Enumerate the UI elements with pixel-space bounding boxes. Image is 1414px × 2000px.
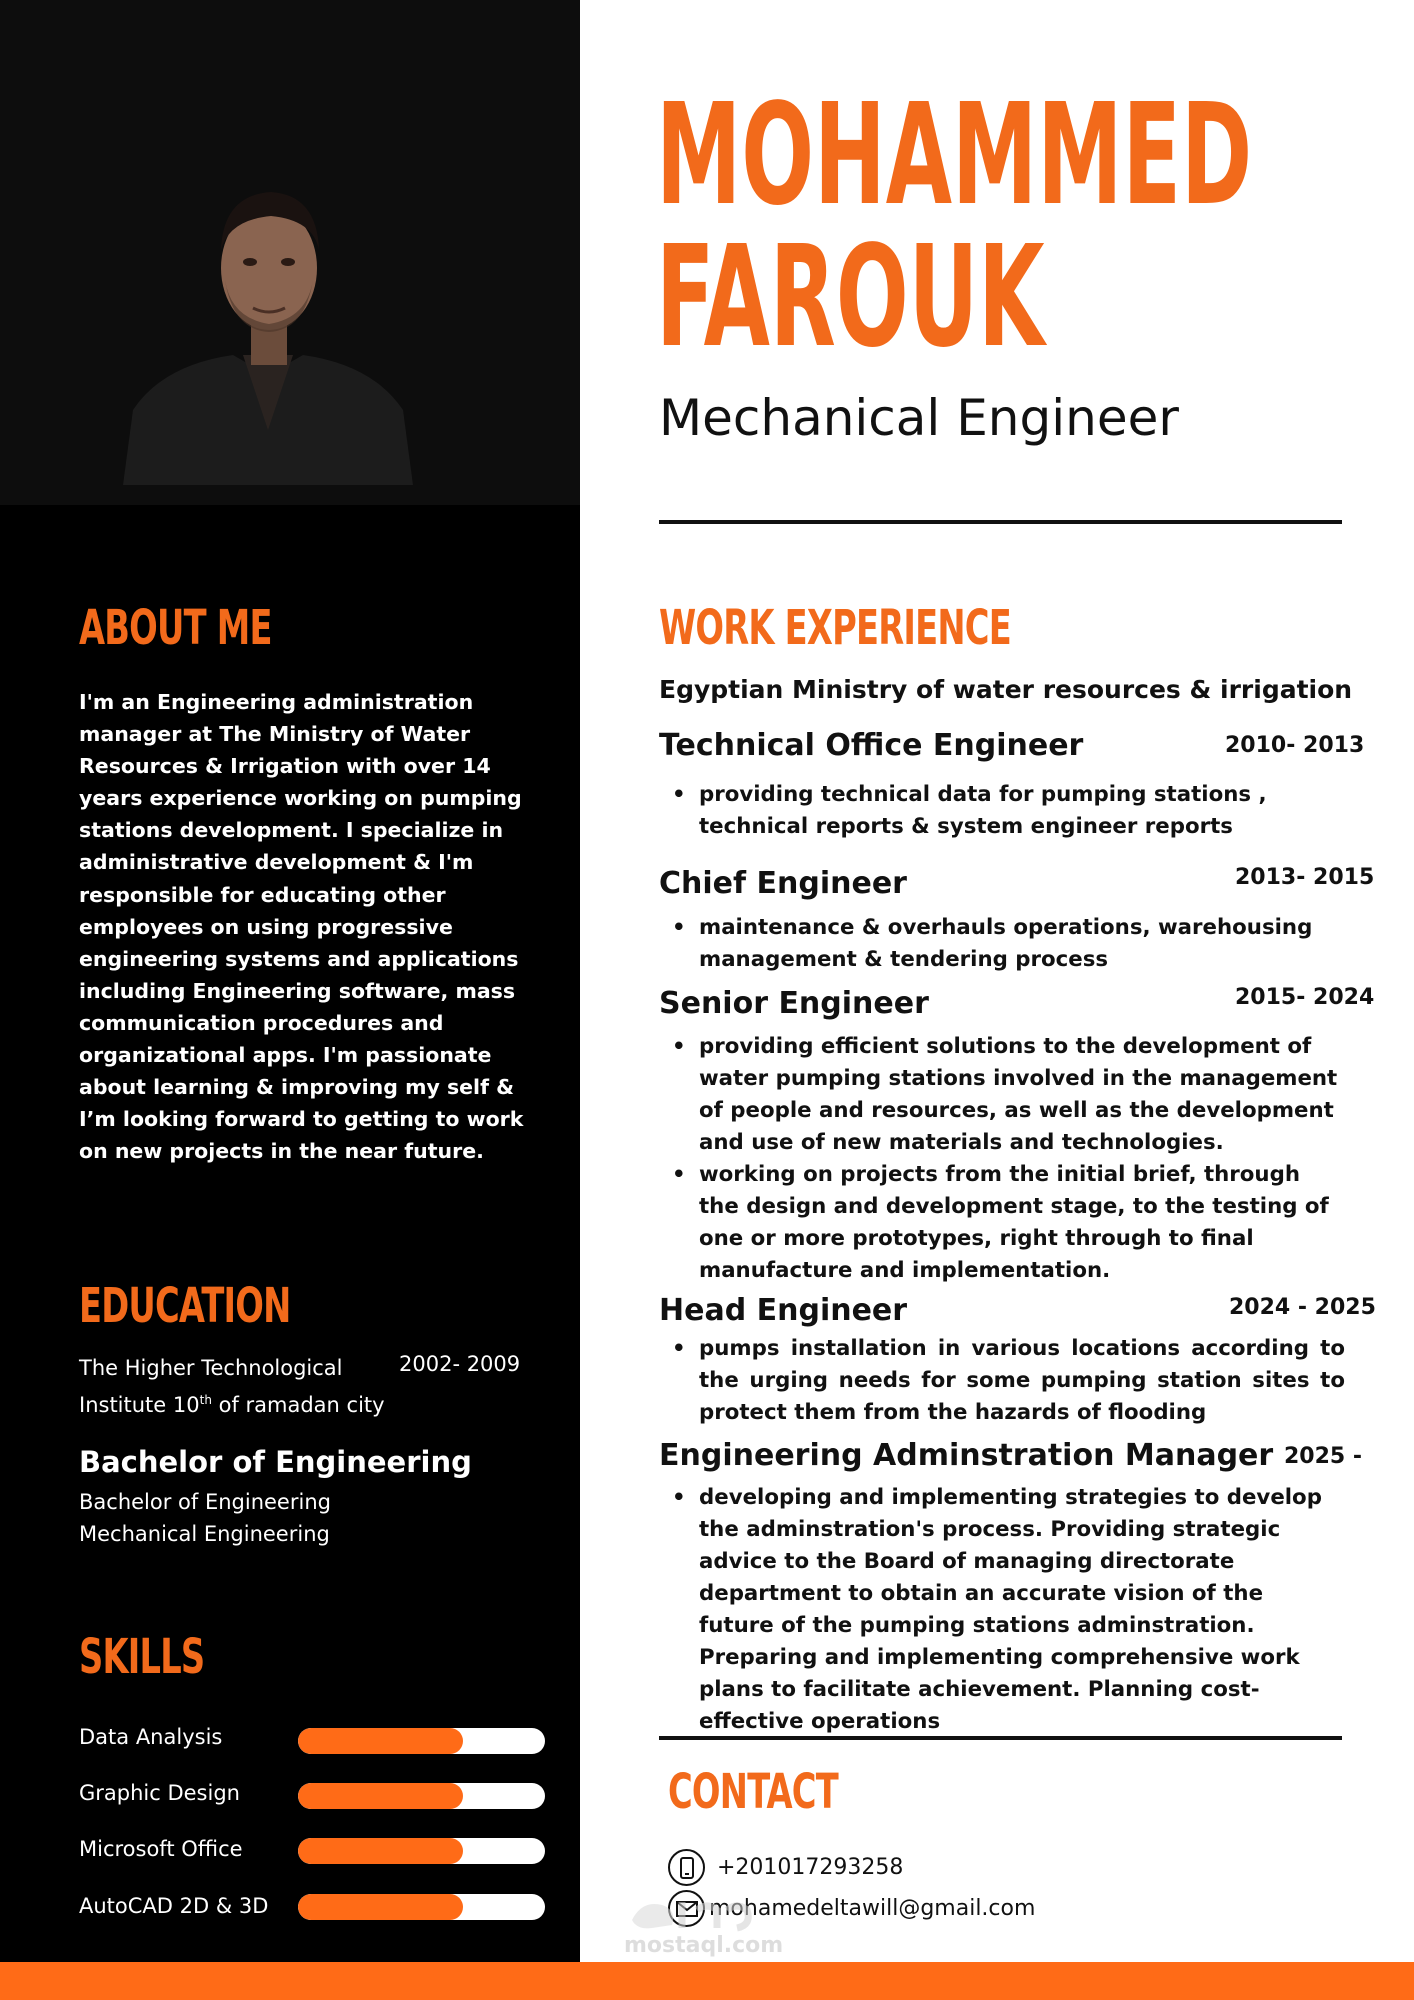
email-link[interactable]: mohamedeltawill@gmail.com — [709, 1896, 1036, 1921]
skill-fill — [298, 1894, 463, 1920]
skill-label: Data Analysis — [79, 1725, 223, 1749]
job-title: Head Engineer — [659, 1293, 908, 1328]
bottom-bar — [0, 1962, 1414, 2000]
last-name: FAROUK — [656, 216, 1045, 379]
skills-heading: SKILLS — [79, 1629, 205, 1685]
skill-fill — [298, 1728, 463, 1754]
job-dates: 2015- 2024 — [1235, 985, 1375, 1010]
about-text: I'm an Engineering administration manager at The Ministry of Water Resources & Irrigation with over 14 years experience working on pumping stations development. I specialize in administrative development & I'm responsible for educating other employees on using progressive engineering systems and applications including Engineering software, mass communication procedures and organizational apps. I'm passionate about learning & improving my self & I’m looking forward to getting to work on new projects in the near future. — [79, 690, 524, 1164]
first-name: MOHAMMED — [656, 74, 1253, 237]
skill-label: Microsoft Office — [79, 1837, 243, 1861]
contact-heading: CONTACT — [668, 1764, 838, 1820]
list-item: • providing efficient solutions to the development of water pumping stations involved in the management of people and resources, as well as the development and use of new materials and technologies. — [699, 1031, 1345, 1159]
education-years: 2002- 2009 — [399, 1352, 521, 1376]
job-title: Technical Office Engineer — [659, 728, 1084, 763]
phone-link[interactable]: +201017293258 — [717, 1855, 904, 1880]
profile-photo — [103, 140, 433, 485]
education-heading: EDUCATION — [79, 1278, 291, 1334]
job-dates: 2025 - — [1284, 1444, 1363, 1469]
job-role: Mechanical Engineer — [659, 389, 1179, 447]
job-title: Senior Engineer — [659, 986, 929, 1021]
job-bullets — [659, 1482, 1345, 1738]
about-heading: ABOUT ME — [79, 600, 272, 656]
job-bullets — [659, 1031, 1345, 1287]
job-dates: 2024 - 2025 — [1229, 1295, 1376, 1320]
degree-line-2: Mechanical Engineering — [79, 1522, 330, 1546]
sidebar — [0, 0, 580, 1962]
divider — [659, 1736, 1342, 1740]
watermark-logo — [622, 1880, 792, 1960]
list-item: • pumps installation in various locations according to the urging needs for some pumping station sites to protect them from the hazards of flooding — [699, 1333, 1345, 1429]
skill-label: AutoCAD 2D & 3D — [79, 1894, 269, 1918]
school-line-2: Institute 10th of ramadan city — [79, 1393, 385, 1417]
degree-line-1: Bachelor of Engineering — [79, 1490, 331, 1514]
job-bullets — [659, 779, 1345, 843]
work-heading: WORK EXPERIENCE — [659, 600, 1011, 656]
job-bullets — [659, 912, 1345, 976]
skill-fill — [298, 1783, 463, 1809]
list-item: • maintenance & overhauls operations, warehousing management & tendering process — [699, 912, 1345, 976]
skill-bar — [298, 1783, 545, 1809]
list-item: • developing and implementing strategies to develop the adminstration's process. Providing strategic advice to the Board of managing directorate department to obtain an accurate vision of the future of the pumping stations adminstration. Preparing and implementing comprehensive work plans to facilitate achievement. Planning cost-effective operations — [699, 1482, 1345, 1738]
job-title: Chief Engineer — [659, 866, 907, 901]
list-item: • providing technical data for pumping stations , technical reports & system engineer reports — [699, 779, 1345, 843]
education-school — [79, 1352, 399, 1421]
employer: Egyptian Ministry of water resources & irrigation — [659, 675, 1353, 704]
job-dates: 2013- 2015 — [1235, 865, 1375, 890]
svg-text:mostaql.com: mostaql.com — [624, 1933, 784, 1958]
skill-bar — [298, 1894, 545, 1920]
job-dates: 2010- 2013 — [1225, 733, 1365, 758]
education-degree: Bachelor of Engineering — [79, 1445, 472, 1479]
skill-bar — [298, 1838, 545, 1864]
school-line-1: The Higher Technological — [79, 1356, 343, 1380]
job-bullets — [659, 1333, 1345, 1429]
skill-label: Graphic Design — [79, 1781, 240, 1805]
job-title: Engineering Adminstration Manager — [659, 1438, 1274, 1473]
divider — [659, 520, 1342, 524]
skill-bar — [298, 1728, 545, 1754]
skill-fill — [298, 1838, 463, 1864]
list-item: • working on projects from the initial brief, through the design and development stage, to the testing of one or more prototypes, right through to final manufacture and implementation. — [699, 1159, 1345, 1287]
